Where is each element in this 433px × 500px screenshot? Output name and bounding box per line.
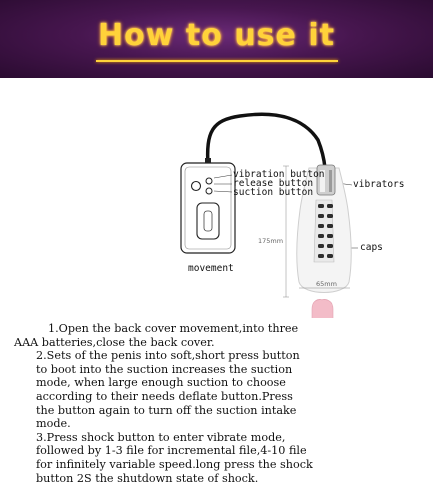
label-release-button: release button xyxy=(233,178,314,189)
height-dimension-label: 175mm xyxy=(258,237,284,245)
instruction-step-2: 2.Sets of the penis into soft,short press button to boot into the suction increases the suction mode, when large enough suction to choose according to their needs deflate button.Press the button again to turn off the suction intake mode. xyxy=(36,349,300,431)
width-dimension-label: 65mm xyxy=(316,280,337,288)
label-suction-button: suction button xyxy=(233,187,314,198)
penis-illustration xyxy=(312,299,333,318)
instruction-step-3: 3.Press shock button to enter vibrate mode, followed by 1-3 file for incremental file,4-10 file for infinitely variable speed.long press the shock button 2S the shutdown state of shock. xyxy=(36,430,313,485)
instruction-step-1: 1.Open the back cover movement,into three AAA batteries,close the back cover. xyxy=(14,322,299,349)
banner-title: How to use it xyxy=(98,18,335,53)
banner-underline xyxy=(96,60,338,62)
label-vibrators: vibrators xyxy=(353,179,405,190)
header-banner xyxy=(0,0,433,78)
product-diagram xyxy=(0,78,433,318)
air-tube xyxy=(208,114,325,168)
movement-unit xyxy=(181,163,235,253)
label-caps: caps xyxy=(360,242,383,253)
suction-button-icon xyxy=(206,188,212,194)
instructions-text xyxy=(14,322,314,485)
label-vibration-button: vibration button xyxy=(233,169,325,180)
release-button-icon xyxy=(206,178,212,184)
vibration-button-icon xyxy=(192,182,201,191)
label-movement: movement xyxy=(188,263,234,274)
